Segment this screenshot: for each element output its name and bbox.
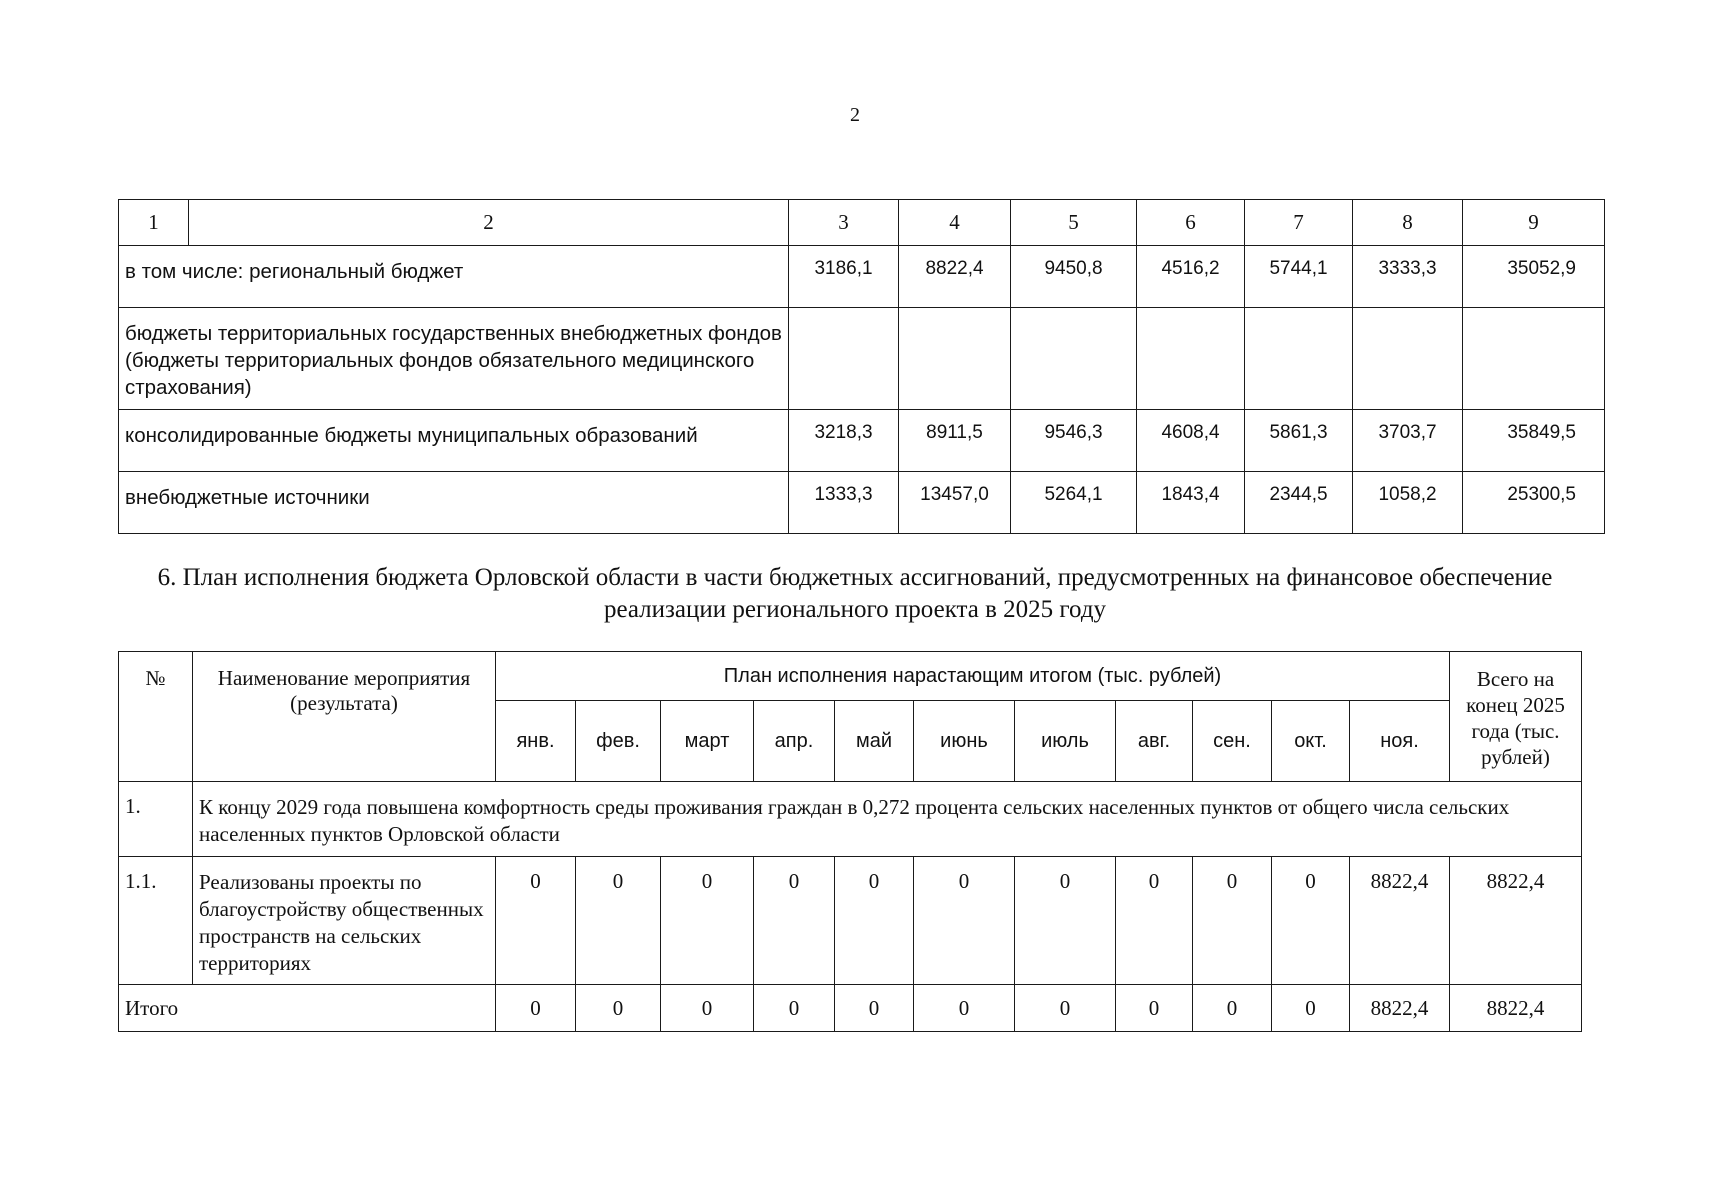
table-cell: 0: [576, 985, 661, 1032]
table1-header-cell: 3: [789, 200, 899, 246]
table-cell: [1011, 308, 1137, 410]
month-header: март: [661, 701, 754, 782]
table-cell: 5264,1: [1011, 472, 1137, 534]
table1-header-cell: 1: [119, 200, 189, 246]
budget-execution-plan-table: [118, 651, 1582, 1032]
table-cell: 3703,7: [1353, 410, 1463, 472]
table-cell: 13457,0: [899, 472, 1011, 534]
table-cell: [1245, 308, 1353, 410]
table-cell: 0: [496, 985, 576, 1032]
table-cell: 0: [1193, 985, 1272, 1032]
table-cell: [1463, 308, 1605, 410]
table-cell: 35849,5: [1463, 410, 1605, 472]
table-cell: 0: [1272, 985, 1350, 1032]
table-cell: 5861,3: [1245, 410, 1353, 472]
month-header: янв.: [496, 701, 576, 782]
table1-header-cell: 7: [1245, 200, 1353, 246]
table-cell: 9450,8: [1011, 246, 1137, 308]
funding-sources-table: [118, 199, 1605, 534]
table-cell: 0: [914, 857, 1015, 985]
page-number: 2: [850, 104, 860, 126]
task-row: [119, 782, 1582, 857]
table-cell: 8822,4: [1450, 985, 1582, 1032]
table-cell: [1137, 308, 1245, 410]
table1-header-cell: 9: [1463, 200, 1605, 246]
table-cell: 8822,4: [1350, 985, 1450, 1032]
table-cell: 1058,2: [1353, 472, 1463, 534]
row-label: бюджеты территориальных государственных внебюджетных фондов (бюджеты территориальных фондов обязательного медицинского страхования): [119, 308, 789, 410]
table1-header-cell: 5: [1011, 200, 1137, 246]
table-cell: 4608,4: [1137, 410, 1245, 472]
month-header: ноя.: [1350, 701, 1450, 782]
table-cell: 0: [1116, 857, 1193, 985]
table-cell: [1353, 308, 1463, 410]
table-cell: 0: [576, 857, 661, 985]
table-cell: 3218,3: [789, 410, 899, 472]
item-number: 1.1.: [119, 857, 193, 985]
table-cell: 5744,1: [1245, 246, 1353, 308]
table-cell: 8911,5: [899, 410, 1011, 472]
table-cell: 0: [661, 857, 754, 985]
month-header: июнь: [914, 701, 1015, 782]
month-header: фев.: [576, 701, 661, 782]
table-cell: 35052,9: [1463, 246, 1605, 308]
table-cell: 25300,5: [1463, 472, 1605, 534]
table-cell: 0: [1116, 985, 1193, 1032]
table-cell: 8822,4: [899, 246, 1011, 308]
table-cell: 4516,2: [1137, 246, 1245, 308]
table-cell: [789, 308, 899, 410]
table1-header-cell: 4: [899, 200, 1011, 246]
month-header: окт.: [1272, 701, 1350, 782]
table1-header-cell: 6: [1137, 200, 1245, 246]
table-row: [119, 472, 1605, 534]
table-cell: 0: [1015, 857, 1116, 985]
total-label: Итого: [119, 985, 496, 1032]
table1-header-cell: 8: [1353, 200, 1463, 246]
table2-header-row: [119, 652, 1582, 701]
column-header-no: №: [119, 652, 193, 782]
table-cell: 3186,1: [789, 246, 899, 308]
table1-header-cell: 2: [189, 200, 789, 246]
table-cell: [899, 308, 1011, 410]
table-cell: 0: [914, 985, 1015, 1032]
section-title: 6. План исполнения бюджета Орловской области в части бюджетных ассигнований, предусмотренных на финансовое обеспечение реализации регионального проекта в 2025 году: [157, 564, 1553, 623]
row-label: внебюджетные источники: [119, 472, 789, 534]
table-cell: 0: [1272, 857, 1350, 985]
row-label: в том числе: региональный бюджет: [119, 246, 789, 308]
table-row: [119, 410, 1605, 472]
table1-header-row: [119, 200, 1605, 246]
month-header: июль: [1015, 701, 1116, 782]
table-cell: 0: [1193, 857, 1272, 985]
month-header: сен.: [1193, 701, 1272, 782]
task-text: К концу 2029 года повышена комфортность среды проживания граждан в 0,272 процента сельских населенных пунктов от общего числа сельских населенных пунктов Орловской области: [193, 782, 1582, 857]
month-header: апр.: [754, 701, 835, 782]
month-header: май: [835, 701, 914, 782]
table-cell: 0: [835, 985, 914, 1032]
table-cell: 0: [1015, 985, 1116, 1032]
table-row: [119, 246, 1605, 308]
item-text: Реализованы проекты по благоустройству общественных пространств на сельских территориях: [193, 857, 496, 985]
task-number: 1.: [119, 782, 193, 857]
table-cell: 0: [661, 985, 754, 1032]
table-cell: 1333,3: [789, 472, 899, 534]
column-header-name: Наименование мероприятия (результата): [193, 652, 496, 782]
table-cell: 3333,3: [1353, 246, 1463, 308]
table-cell: 0: [754, 857, 835, 985]
row-label: консолидированные бюджеты муниципальных образований: [119, 410, 789, 472]
column-header-plan: План исполнения нарастающим итогом (тыс. рублей): [496, 652, 1450, 701]
table-cell: 8822,4: [1350, 857, 1450, 985]
table-cell: 2344,5: [1245, 472, 1353, 534]
table-cell: 8822,4: [1450, 857, 1582, 985]
table-cell: 0: [754, 985, 835, 1032]
table-cell: 1843,4: [1137, 472, 1245, 534]
table-cell: 9546,3: [1011, 410, 1137, 472]
column-header-total: Всего на конец 2025 года (тыс. рублей): [1450, 652, 1582, 782]
table-cell: 0: [496, 857, 576, 985]
month-header: авг.: [1116, 701, 1193, 782]
table-cell: 0: [835, 857, 914, 985]
table-row: [119, 308, 1605, 410]
total-row: [119, 985, 1582, 1032]
table-row: [119, 857, 1582, 985]
